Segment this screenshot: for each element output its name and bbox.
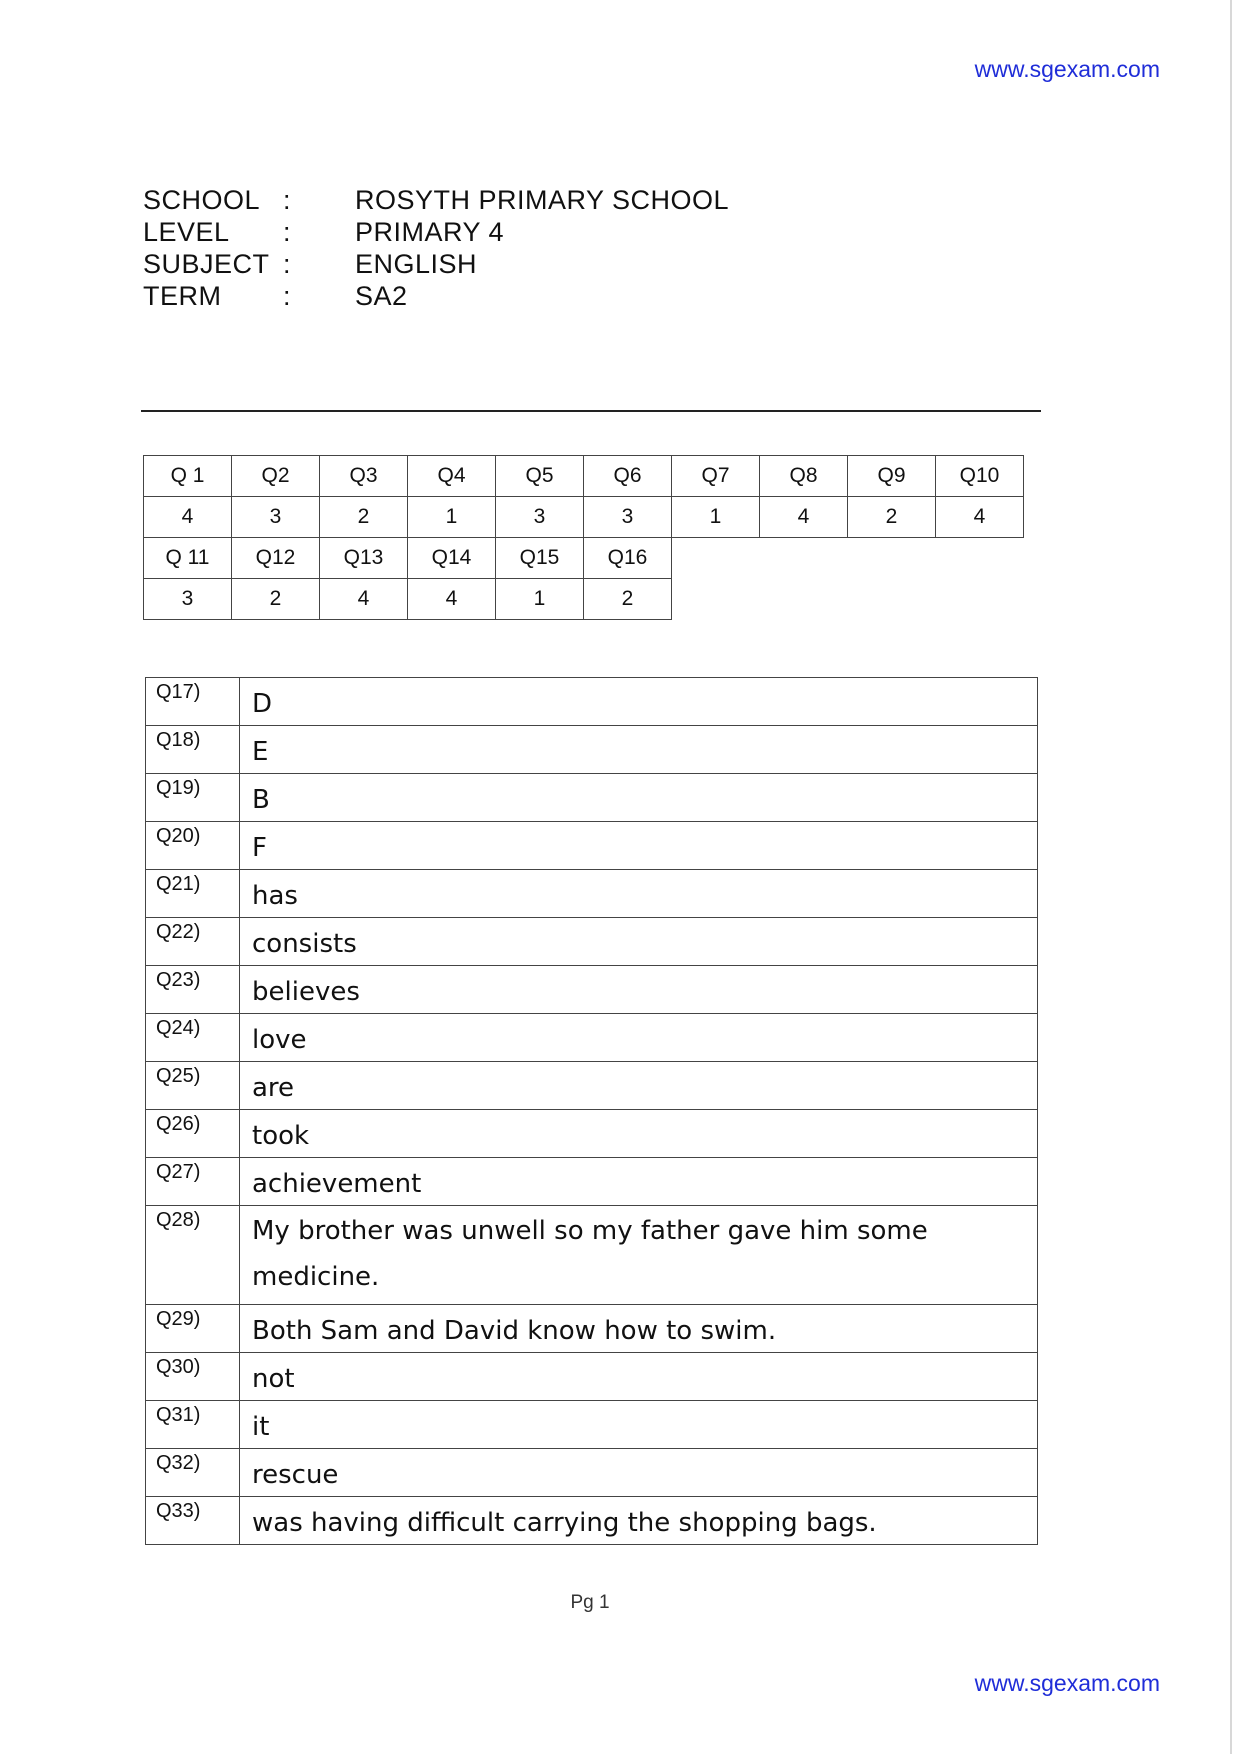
site-link-top[interactable]: www.sgexam.com [974, 56, 1160, 82]
mcq-answer-cell: 4 [320, 579, 408, 620]
answer-text: F [240, 822, 1038, 870]
open-ended-answer-table [145, 677, 1038, 1545]
mcq-question-cell: Q4 [408, 456, 496, 497]
mcq-question-cell: Q9 [848, 456, 936, 497]
meta-row-level [143, 216, 729, 248]
answer-text: has [240, 870, 1038, 918]
question-number: Q30) [146, 1353, 240, 1401]
answer-row [146, 1401, 1038, 1449]
answer-text: love [240, 1014, 1038, 1062]
question-number: Q24) [146, 1014, 240, 1062]
empty-cell [672, 538, 760, 579]
mcq-answer-cell: 2 [848, 497, 936, 538]
meta-value: PRIMARY 4 [355, 217, 505, 247]
mcq-answer-row [144, 497, 1024, 538]
mcq-question-row [144, 538, 1024, 579]
answer-text: B [240, 774, 1038, 822]
mcq-question-cell: Q10 [936, 456, 1024, 497]
divider-line [141, 410, 1041, 412]
question-number: Q23) [146, 966, 240, 1014]
answer-text: believes [240, 966, 1038, 1014]
mcq-question-cell: Q5 [496, 456, 584, 497]
meta-colon: : [283, 217, 292, 247]
answer-row [146, 678, 1038, 726]
answer-row [146, 870, 1038, 918]
empty-cell [848, 579, 936, 620]
question-number: Q29) [146, 1305, 240, 1353]
answer-row [146, 918, 1038, 966]
meta-label: SCHOOL [143, 185, 261, 215]
mcq-question-cell: Q 1 [144, 456, 232, 497]
question-number: Q17) [146, 678, 240, 726]
answer-row [146, 1158, 1038, 1206]
meta-value: SA2 [355, 281, 408, 311]
meta-row-school [143, 184, 729, 216]
empty-cell [760, 538, 848, 579]
meta-label: TERM [143, 281, 222, 311]
question-number: Q26) [146, 1110, 240, 1158]
question-number: Q25) [146, 1062, 240, 1110]
answer-row [146, 1497, 1038, 1545]
answer-text: Both Sam and David know how to swim. [240, 1305, 1038, 1353]
answer-text: E [240, 726, 1038, 774]
meta-value: ROSYTH PRIMARY SCHOOL [355, 185, 730, 215]
meta-value: ENGLISH [355, 249, 478, 279]
answer-row [146, 1206, 1038, 1305]
answer-row [146, 1353, 1038, 1401]
answer-row [146, 1110, 1038, 1158]
empty-cell [936, 538, 1024, 579]
mcq-answer-table [143, 455, 1024, 620]
mcq-answer-cell: 4 [936, 497, 1024, 538]
answer-row [146, 726, 1038, 774]
mcq-answer-cell: 4 [144, 497, 232, 538]
answer-text: was having difficult carrying the shopping bags. [240, 1497, 1038, 1545]
answer-row [146, 1305, 1038, 1353]
meta-colon: : [283, 281, 292, 311]
meta-colon: : [283, 249, 292, 279]
mcq-answer-cell: 3 [144, 579, 232, 620]
mcq-question-cell: Q16 [584, 538, 672, 579]
mcq-answer-row [144, 579, 1024, 620]
mcq-answer-cell: 1 [408, 497, 496, 538]
empty-cell [672, 579, 760, 620]
answer-row [146, 822, 1038, 870]
empty-cell [936, 579, 1024, 620]
answer-text: My brother was unwell so my father gave him some medicine. [240, 1206, 1038, 1305]
mcq-question-cell: Q3 [320, 456, 408, 497]
mcq-question-cell: Q6 [584, 456, 672, 497]
meta-row-subject [143, 248, 729, 280]
meta-label: SUBJECT [143, 249, 270, 279]
mcq-answer-cell: 2 [232, 579, 320, 620]
meta-colon: : [283, 185, 292, 215]
question-number: Q22) [146, 918, 240, 966]
mcq-answer-cell: 2 [584, 579, 672, 620]
mcq-question-row [144, 456, 1024, 497]
mcq-question-cell: Q7 [672, 456, 760, 497]
meta-label: LEVEL [143, 217, 230, 247]
question-number: Q27) [146, 1158, 240, 1206]
site-link-bottom[interactable]: www.sgexam.com [974, 1670, 1160, 1696]
question-number: Q20) [146, 822, 240, 870]
answer-row [146, 1014, 1038, 1062]
empty-cell [760, 579, 848, 620]
mcq-question-cell: Q14 [408, 538, 496, 579]
page-number: Pg 1 [570, 1592, 610, 1613]
mcq-answer-cell: 4 [760, 497, 848, 538]
answer-text: are [240, 1062, 1038, 1110]
question-number: Q18) [146, 726, 240, 774]
answer-text: took [240, 1110, 1038, 1158]
answer-text: achievement [240, 1158, 1038, 1206]
mcq-question-cell: Q 11 [144, 538, 232, 579]
empty-cell [848, 538, 936, 579]
meta-row-term [143, 280, 729, 312]
mcq-question-cell: Q13 [320, 538, 408, 579]
question-number: Q28) [146, 1206, 240, 1305]
answer-text: not [240, 1353, 1038, 1401]
question-number: Q31) [146, 1401, 240, 1449]
answer-text: D [240, 678, 1038, 726]
mcq-answer-cell: 1 [672, 497, 760, 538]
question-number: Q21) [146, 870, 240, 918]
question-number: Q19) [146, 774, 240, 822]
exam-info [143, 184, 729, 312]
mcq-question-cell: Q15 [496, 538, 584, 579]
mcq-answer-cell: 2 [320, 497, 408, 538]
answer-row [146, 1062, 1038, 1110]
answer-row [146, 1449, 1038, 1497]
question-number: Q32) [146, 1449, 240, 1497]
mcq-answer-cell: 3 [232, 497, 320, 538]
mcq-answer-cell: 1 [496, 579, 584, 620]
mcq-answer-cell: 3 [496, 497, 584, 538]
mcq-question-cell: Q8 [760, 456, 848, 497]
answer-text: rescue [240, 1449, 1038, 1497]
answer-text: consists [240, 918, 1038, 966]
answer-text: it [240, 1401, 1038, 1449]
mcq-question-cell: Q2 [232, 456, 320, 497]
answer-row [146, 966, 1038, 1014]
mcq-answer-cell: 3 [584, 497, 672, 538]
mcq-answer-cell: 4 [408, 579, 496, 620]
mcq-question-cell: Q12 [232, 538, 320, 579]
answer-row [146, 774, 1038, 822]
question-number: Q33) [146, 1497, 240, 1545]
page-edge-shadow [1230, 0, 1232, 1754]
